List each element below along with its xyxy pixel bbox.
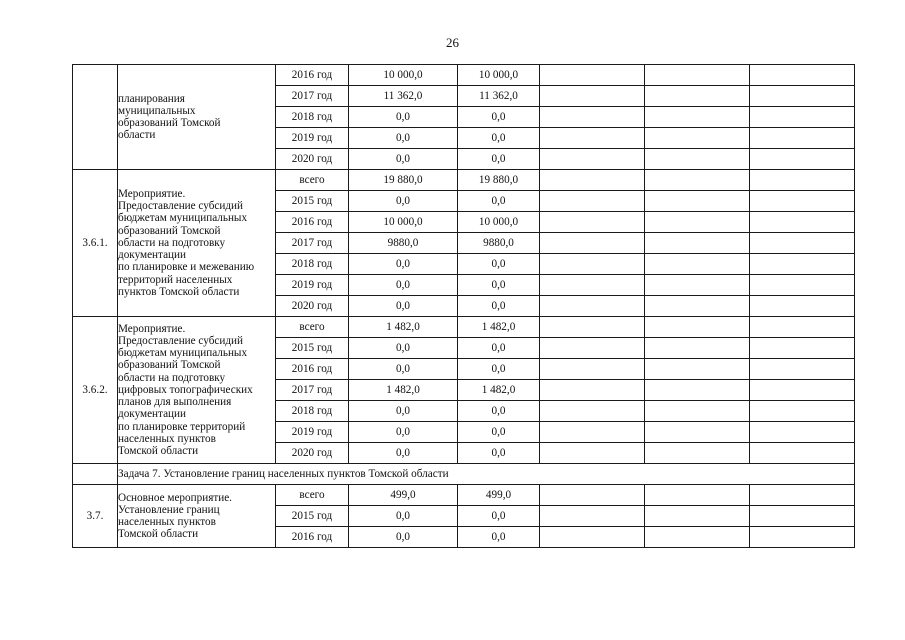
empty-cell bbox=[750, 527, 855, 548]
value-regional-cell: 0,0 bbox=[458, 296, 540, 317]
empty-cell bbox=[750, 317, 855, 338]
empty-cell bbox=[750, 170, 855, 191]
empty-cell bbox=[645, 380, 750, 401]
empty-cell bbox=[750, 275, 855, 296]
value-total-cell: 0,0 bbox=[349, 149, 458, 170]
value-regional-cell: 9880,0 bbox=[458, 233, 540, 254]
value-regional-cell: 0,0 bbox=[458, 527, 540, 548]
table-row bbox=[73, 170, 855, 191]
empty-cell bbox=[540, 275, 645, 296]
empty-cell bbox=[540, 443, 645, 464]
year-cell: 2016 год bbox=[276, 212, 349, 233]
item-name: Мероприятие. Предоставление субсидий бюджетам муниципальных образований Томской области на подготовку цифровых топографических планов для выполнения документации по планировке территорий населенных пунктов Томской области bbox=[118, 317, 276, 464]
item-name: планирования муниципальных образований Томской области bbox=[118, 65, 276, 170]
page-number: 26 bbox=[446, 35, 459, 50]
table-row bbox=[73, 317, 855, 338]
empty-cell bbox=[645, 170, 750, 191]
year-cell: 2019 год bbox=[276, 275, 349, 296]
value-regional-cell: 0,0 bbox=[458, 107, 540, 128]
empty-cell bbox=[540, 254, 645, 275]
year-cell: всего bbox=[276, 317, 349, 338]
empty-cell bbox=[540, 485, 645, 506]
empty-cell bbox=[540, 401, 645, 422]
value-total-cell: 0,0 bbox=[349, 128, 458, 149]
item-number: 3.6.1. bbox=[73, 170, 118, 317]
empty-cell bbox=[645, 401, 750, 422]
year-cell: 2015 год bbox=[276, 338, 349, 359]
year-cell: 2017 год bbox=[276, 86, 349, 107]
empty-cell bbox=[540, 149, 645, 170]
empty-cell bbox=[645, 128, 750, 149]
empty-cell bbox=[540, 338, 645, 359]
empty-cell bbox=[645, 296, 750, 317]
value-total-cell: 0,0 bbox=[349, 527, 458, 548]
value-total-cell: 9880,0 bbox=[349, 233, 458, 254]
empty-cell bbox=[750, 443, 855, 464]
year-cell: 2016 год bbox=[276, 359, 349, 380]
table-row bbox=[73, 65, 855, 86]
year-cell: 2020 год bbox=[276, 149, 349, 170]
empty-cell bbox=[540, 296, 645, 317]
value-total-cell: 10 000,0 bbox=[349, 65, 458, 86]
year-cell: 2016 год bbox=[276, 527, 349, 548]
empty-cell bbox=[750, 212, 855, 233]
empty-cell bbox=[540, 107, 645, 128]
empty-cell bbox=[645, 359, 750, 380]
value-regional-cell: 0,0 bbox=[458, 275, 540, 296]
empty-cell bbox=[645, 527, 750, 548]
year-cell: 2019 год bbox=[276, 422, 349, 443]
value-total-cell: 1 482,0 bbox=[349, 317, 458, 338]
value-total-cell: 499,0 bbox=[349, 485, 458, 506]
empty-cell bbox=[750, 296, 855, 317]
empty-cell bbox=[645, 191, 750, 212]
empty-cell bbox=[645, 485, 750, 506]
empty-cell bbox=[750, 506, 855, 527]
empty-cell bbox=[540, 506, 645, 527]
year-cell: всего bbox=[276, 170, 349, 191]
year-cell: 2015 год bbox=[276, 191, 349, 212]
empty-cell bbox=[645, 422, 750, 443]
empty-cell bbox=[540, 527, 645, 548]
value-regional-cell: 0,0 bbox=[458, 443, 540, 464]
empty-cell bbox=[540, 380, 645, 401]
empty-cell bbox=[750, 485, 855, 506]
value-regional-cell: 0,0 bbox=[458, 254, 540, 275]
value-total-cell: 0,0 bbox=[349, 296, 458, 317]
empty-cell bbox=[540, 422, 645, 443]
value-total-cell: 0,0 bbox=[349, 254, 458, 275]
task-number-cell bbox=[73, 464, 118, 485]
empty-cell bbox=[645, 233, 750, 254]
empty-cell bbox=[750, 380, 855, 401]
value-regional-cell: 0,0 bbox=[458, 401, 540, 422]
value-regional-cell: 0,0 bbox=[458, 422, 540, 443]
empty-cell bbox=[540, 86, 645, 107]
empty-cell bbox=[750, 359, 855, 380]
year-cell: 2018 год bbox=[276, 254, 349, 275]
year-cell: 2020 год bbox=[276, 296, 349, 317]
value-total-cell: 0,0 bbox=[349, 443, 458, 464]
empty-cell bbox=[540, 65, 645, 86]
empty-cell bbox=[645, 443, 750, 464]
value-regional-cell: 1 482,0 bbox=[458, 317, 540, 338]
empty-cell bbox=[540, 317, 645, 338]
value-total-cell: 10 000,0 bbox=[349, 212, 458, 233]
empty-cell bbox=[540, 359, 645, 380]
year-cell: 2017 год bbox=[276, 380, 349, 401]
item-number: 3.6.2. bbox=[73, 317, 118, 464]
year-cell: 2020 год bbox=[276, 443, 349, 464]
empty-cell bbox=[750, 254, 855, 275]
empty-cell bbox=[750, 233, 855, 254]
table-row bbox=[73, 485, 855, 506]
empty-cell bbox=[645, 212, 750, 233]
item-number: 3.7. bbox=[73, 485, 118, 548]
value-total-cell: 0,0 bbox=[349, 191, 458, 212]
value-total-cell: 0,0 bbox=[349, 506, 458, 527]
value-regional-cell: 0,0 bbox=[458, 128, 540, 149]
empty-cell bbox=[750, 149, 855, 170]
value-total-cell: 0,0 bbox=[349, 107, 458, 128]
empty-cell bbox=[750, 107, 855, 128]
value-regional-cell: 0,0 bbox=[458, 359, 540, 380]
empty-cell bbox=[645, 254, 750, 275]
item-number bbox=[73, 65, 118, 170]
value-regional-cell: 0,0 bbox=[458, 506, 540, 527]
empty-cell bbox=[645, 317, 750, 338]
value-regional-cell: 11 362,0 bbox=[458, 86, 540, 107]
item-name: Основное мероприятие. Установление границ населенных пунктов Томской области bbox=[118, 485, 276, 548]
empty-cell bbox=[750, 401, 855, 422]
empty-cell bbox=[750, 86, 855, 107]
year-cell: 2016 год bbox=[276, 65, 349, 86]
value-regional-cell: 499,0 bbox=[458, 485, 540, 506]
empty-cell bbox=[750, 128, 855, 149]
value-total-cell: 0,0 bbox=[349, 422, 458, 443]
empty-cell bbox=[750, 65, 855, 86]
empty-cell bbox=[645, 506, 750, 527]
year-cell: 2019 год bbox=[276, 128, 349, 149]
value-regional-cell: 0,0 bbox=[458, 149, 540, 170]
year-cell: 2017 год bbox=[276, 233, 349, 254]
budget-table bbox=[72, 64, 855, 548]
empty-cell bbox=[645, 275, 750, 296]
year-cell: 2018 год bbox=[276, 107, 349, 128]
empty-cell bbox=[750, 191, 855, 212]
value-regional-cell: 0,0 bbox=[458, 191, 540, 212]
value-regional-cell: 19 880,0 bbox=[458, 170, 540, 191]
value-regional-cell: 1 482,0 bbox=[458, 380, 540, 401]
year-cell: всего bbox=[276, 485, 349, 506]
year-cell: 2015 год bbox=[276, 506, 349, 527]
value-regional-cell: 10 000,0 bbox=[458, 65, 540, 86]
empty-cell bbox=[540, 212, 645, 233]
task-row bbox=[73, 464, 855, 485]
value-total-cell: 11 362,0 bbox=[349, 86, 458, 107]
empty-cell bbox=[540, 191, 645, 212]
value-total-cell: 0,0 bbox=[349, 338, 458, 359]
value-total-cell: 19 880,0 bbox=[349, 170, 458, 191]
empty-cell bbox=[750, 338, 855, 359]
empty-cell bbox=[645, 86, 750, 107]
empty-cell bbox=[540, 128, 645, 149]
empty-cell bbox=[645, 149, 750, 170]
empty-cell bbox=[645, 338, 750, 359]
value-regional-cell: 0,0 bbox=[458, 338, 540, 359]
value-total-cell: 1 482,0 bbox=[349, 380, 458, 401]
value-total-cell: 0,0 bbox=[349, 275, 458, 296]
empty-cell bbox=[540, 233, 645, 254]
empty-cell bbox=[645, 65, 750, 86]
value-total-cell: 0,0 bbox=[349, 401, 458, 422]
task-title: Задача 7. Установление границ населенных пунктов Томской области bbox=[118, 464, 855, 485]
empty-cell bbox=[540, 170, 645, 191]
value-total-cell: 0,0 bbox=[349, 359, 458, 380]
value-regional-cell: 10 000,0 bbox=[458, 212, 540, 233]
empty-cell bbox=[645, 107, 750, 128]
empty-cell bbox=[750, 422, 855, 443]
year-cell: 2018 год bbox=[276, 401, 349, 422]
item-name: Мероприятие. Предоставление субсидий бюджетам муниципальных образований Томской области на подготовку документации по планировке и межеванию территорий населенных пунктов Томской области bbox=[118, 170, 276, 317]
